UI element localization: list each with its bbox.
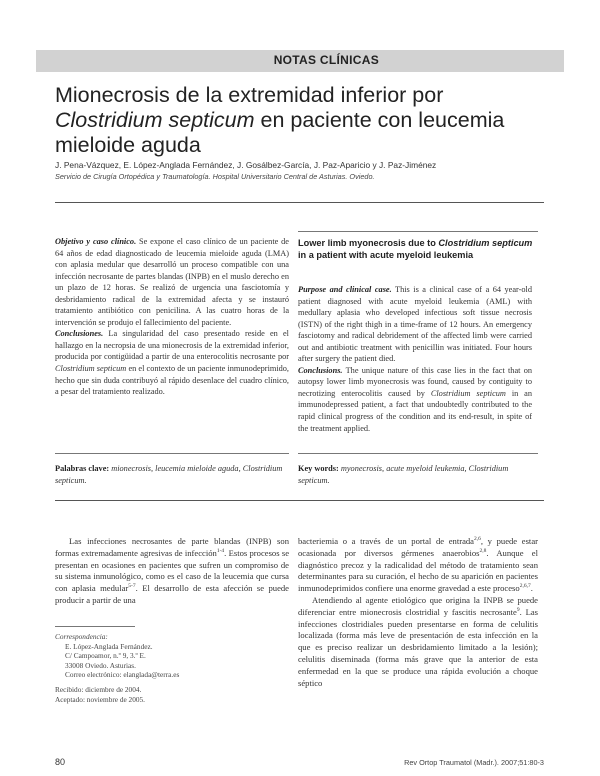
- english-title-part-2: in a patient with acute myeloid leukemia: [298, 249, 474, 260]
- body-right-paragraph-1: [298, 536, 538, 595]
- citation: 2,8: [479, 547, 487, 554]
- body-right-text-a: bacteriemia o a través de un portal de entrada: [298, 536, 474, 546]
- body-left-text-b: . Estos procesos se presentan en ocasiones en pacientes que sufren un compromiso de su sistema inmunológico, como es el caso de la leucemia que cursa con aplasia medular: [55, 547, 290, 594]
- keywords-en-label: Key words:: [298, 464, 339, 473]
- affiliation: Servicio de Cirugía Ortopédica y Traumatología. Hospital Universitario Central de Asturias. Oviedo.: [55, 172, 375, 181]
- article-title: [55, 83, 535, 158]
- abstract-es-organism: Clostridium septicum: [55, 364, 127, 374]
- abstract-en-organism: Clostridium septicum: [430, 388, 506, 398]
- correspondence-label: Correspondencia:: [55, 632, 108, 641]
- title-line-2-rest: en paciente con leucemia: [254, 108, 505, 132]
- abstract-es-conclusions-text-1: La singularidad del caso presentado reside en el hallazgo en la necropsia de una mionecrosis de la extremidad inferior, producida por contigüidad a partir de una enterocolitis necrosante por: [55, 329, 289, 362]
- top-divider: [55, 202, 544, 203]
- authors: J. Pena-Vázquez, E. López-Anglada Fernández, J. Gosálbez-García, J. Paz-Aparicio y J. Paz-Jiménez: [55, 160, 437, 170]
- citation: 5-7: [128, 583, 136, 590]
- page-number: 80: [55, 757, 66, 767]
- keywords-es-divider: [55, 453, 289, 454]
- body-column-right: [298, 536, 538, 689]
- correspondence: [55, 632, 289, 704]
- abstract-en-conclusions-label: Conclusions.: [298, 365, 343, 375]
- citation: 2,6,7: [519, 583, 531, 590]
- keywords-es: [55, 463, 289, 486]
- body-left-text-c: . El desarrollo de esta afección se puede producir a partir de una: [55, 583, 289, 605]
- english-title-part-1: Lower limb myonecrosis due to: [298, 238, 439, 248]
- correspondence-divider: [55, 626, 135, 627]
- received-date: Recibido: diciembre de 2004.: [55, 684, 142, 694]
- keywords-en-text: myonecrosis, acute myeloid leukemia, Clostridium septicum.: [298, 464, 509, 485]
- citation: 2,6: [474, 536, 481, 543]
- citation: 9: [516, 606, 520, 613]
- body-left-paragraph: [55, 536, 289, 607]
- body-right-text-b: , y puede estar ocasionada por diversos gérmenes anaerobios: [298, 536, 538, 558]
- section-header: NOTAS CLÍNICAS: [273, 53, 379, 67]
- abstract-en-purpose-text: This is a clinical case of a 64 year-old patient diagnosed with acute myeloid leukemia (AML) with medullary aplasia who developed infectious soft tissue necrosis (ISTN) of the right thigh in a time-frame of 12 hours. An emergency fasciotomy and radical debridement of the affected limb were carried out and antibiotic treatment with penicillin was initiated. Four hours after surgery the patient died.: [298, 285, 533, 364]
- english-title: [298, 238, 538, 261]
- body-right-p2-text-b: . Las infecciones clostridiales pueden presentarse en forma de celulitis localizada (forma más leve de presentación de esta infección en la que es preciso realizar un desbridamiento limitado a la lesión); celulitis diseminada (forma más grave que la anterior de esta enfermedad en la que se produce una rápida evolución a choque séptico: [298, 606, 538, 688]
- abstract-en-conclusions: [298, 365, 532, 434]
- accepted-date: Aceptado: noviembre de 2005.: [55, 694, 145, 704]
- section-header-bar: [36, 50, 564, 72]
- abstract-es-objective-text: Se expone el caso clínico de un paciente de 64 años de edad diagnosticado de leucemia mieloide aguda (LMA) con aplasia medular que desarrolló un proceso compatible con una infección necrosante de partes blandas (INPB) en el muslo derecho en un plazo de 12 horas. Se realizó de urgencia una fasciotomía y desbridamiento radical de la extremidad afecta y se instauró tratamiento antibiótico con penicilina. A las cuatro horas de la intervención se produjo el fallecimiento del paciente.: [55, 237, 289, 327]
- abstract-es-conclusions-text-2: en el contexto de un paciente inmunodeprimido, hecho que sin duda contribuyó al rápido desenlace del cuadro clínico, a pesar del tratamiento realizado.: [55, 364, 290, 397]
- keywords-en: [298, 463, 538, 486]
- citation: 1-4: [216, 547, 225, 554]
- english-title-divider: [298, 231, 538, 232]
- title-line-2: [55, 108, 535, 133]
- journal-reference: Rev Ortop Traumatol (Madr.). 2007;51:80-3: [404, 758, 544, 767]
- abstract-es-objective: [55, 236, 289, 328]
- title-line-1: Mionecrosis de la extremidad inferior por: [55, 83, 444, 107]
- correspondence-address-2: 33008 Oviedo. Asturias.: [65, 660, 136, 670]
- abstract-en: [298, 284, 532, 434]
- middle-divider: [55, 500, 544, 501]
- body-column-left: [55, 536, 289, 607]
- abstract-en-purpose: [298, 284, 532, 365]
- body-right-text-d: .: [530, 583, 533, 594]
- abstract-es-objective-label: Objetivo y caso clínico.: [55, 237, 137, 246]
- abstract-en-conclusions-text-1: The unique nature of this case lies in the fact that on autopsy lower limb myonecrosis was found, caused by contiguity to necrotizing enterocolitis caused by: [298, 365, 532, 398]
- body-right-text-c: . Aunque el diagnóstico precoz y la radicalidad del método de tratamiento sean determinantes para su curación, el hecho de su aparición en pacientes inmunodeprimidos confiere una enorme gravedad a este proceso: [298, 547, 538, 594]
- abstract-en-conclusions-text-2: in an immunodepressed patient, a fact that undoubtedly contributed to the rapid clinical progress of the condition and its end-result, in spite of the treatment applied.: [298, 388, 533, 433]
- body-right-p2-text-a: Atendiendo al agente etiológico que origina la INPB se puede diferenciar entre mionecrosis clostridial y fascitis necrosante: [298, 594, 538, 617]
- title-organism: Clostridium septicum: [55, 108, 255, 132]
- title-line-3: mieloide aguda: [55, 133, 201, 157]
- english-title-organism: Clostridium septicum: [438, 238, 533, 248]
- correspondence-email[interactable]: Correo electrónico: elanglada@terra.es: [65, 670, 180, 680]
- keywords-es-label: Palabras clave:: [55, 464, 110, 473]
- abstract-es-conclusions-label: Conclusiones.: [55, 329, 104, 339]
- correspondence-address-1: C/ Campoamor, n.º 9, 3.º E.: [65, 651, 146, 661]
- keywords-en-divider: [298, 453, 538, 454]
- body-left-text-a: Las infecciones necrosantes de parte blandas (INPB) son formas extremadamente agresivas de infección: [55, 536, 289, 558]
- abstract-es-conclusions: [55, 328, 289, 397]
- keywords-es-text: mionecrosis, leucemia mieloide aguda, Clostridium septicum.: [55, 464, 283, 485]
- abstract-es: [55, 236, 289, 398]
- body-right-paragraph-2: [298, 595, 538, 689]
- abstract-en-purpose-label: Purpose and clinical case.: [298, 285, 392, 294]
- correspondence-name: E. López-Anglada Fernández.: [65, 641, 153, 651]
